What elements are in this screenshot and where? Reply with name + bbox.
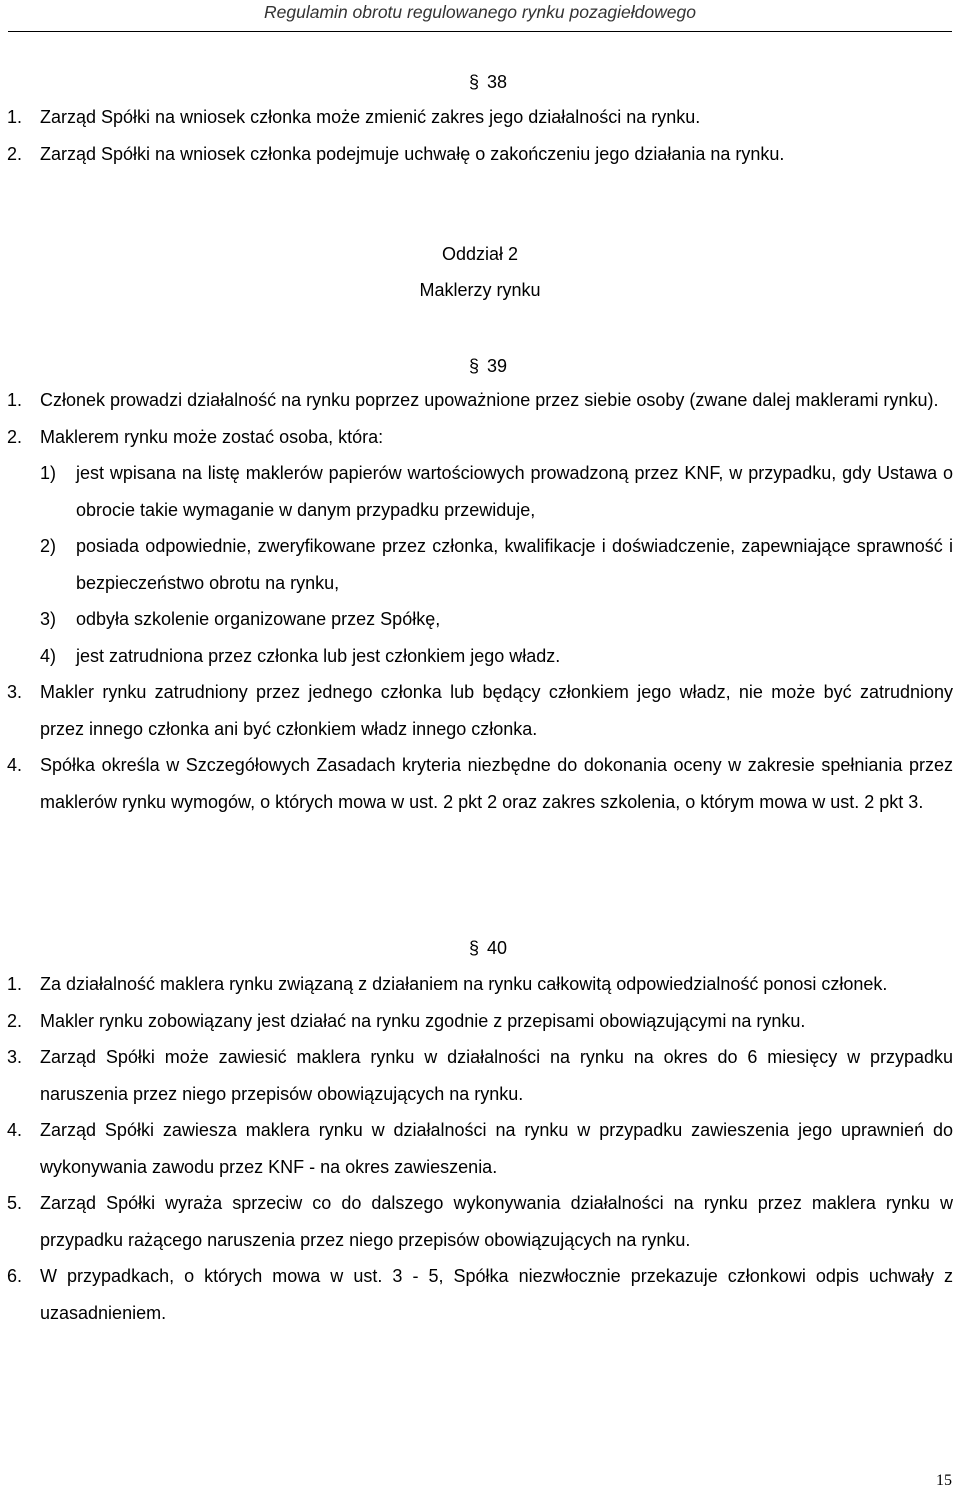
running-header: Regulamin obrotu regulowanego rynku pozagiełdowego bbox=[264, 2, 696, 22]
item-text: W przypadkach, o których mowa w ust. 3 - 5, Spółka niezwłocznie przekazuje członkowi odpis uchwały z uzasadnieniem. bbox=[40, 1266, 953, 1323]
section-number: 40 bbox=[486, 938, 508, 958]
item-text: Za działalność maklera rynku związaną z działaniem na rynku całkowitą odpowiedzialność ponosi członek. bbox=[40, 974, 888, 994]
sub-item bbox=[0, 601, 960, 638]
sub-item-text: odbyła szkolenie organizowane przez Spółkę, bbox=[76, 609, 441, 629]
list-item bbox=[0, 1185, 960, 1258]
item-text: Zarząd Spółki na wniosek członka może zmienić zakres jego działalności na rynku. bbox=[40, 107, 701, 127]
item-number: 1. bbox=[7, 107, 23, 127]
section-heading bbox=[16, 354, 960, 378]
section-38 bbox=[0, 70, 960, 94]
item-text: Spółka określa w Szczegółowych Zasadach kryteria niezbędne do dokonania oceny w zakresie spełniania przez maklerów rynku wymogów, o których mowa w ust. 2 pkt 2 oraz zakres szkolenia, o którym mowa w ust. 2 pkt 3. bbox=[40, 755, 953, 812]
item-number: 2. bbox=[7, 426, 23, 447]
item-number: 4. bbox=[7, 1120, 23, 1140]
section-heading bbox=[16, 70, 960, 94]
section-39-items bbox=[0, 382, 960, 820]
item-number: 1. bbox=[7, 390, 23, 410]
sub-item-number: 4) bbox=[40, 645, 57, 666]
item-number: 3. bbox=[7, 1047, 23, 1067]
sub-item-number: 1) bbox=[40, 463, 57, 483]
sub-item-text: jest wpisana na listę maklerów papierów wartościowych prowadzoną przez KNF, w przypadku, gdy Ustawa o obrocie takie wymaganie w danym przypadku przewiduje, bbox=[76, 463, 953, 520]
item-text: Zarząd Spółki zawiesza maklera rynku w działalności na rynku w przypadku zawieszenia jego uprawnień do wykonywania zawodu przez KNF - na okres zawieszenia. bbox=[40, 1120, 953, 1177]
list-item bbox=[0, 1258, 960, 1331]
sub-item bbox=[0, 455, 960, 528]
item-number: 2. bbox=[7, 143, 23, 164]
division-subtitle: Maklerzy rynku bbox=[419, 280, 541, 300]
list-item bbox=[0, 1039, 960, 1112]
sub-item-number: 3) bbox=[40, 609, 57, 629]
section-39 bbox=[0, 354, 960, 378]
sub-item-text: posiada odpowiednie, zweryfikowane przez członka, kwalifikacje i doświadczenie, zapewniające sprawność i bezpieczeństwo obrotu na rynku, bbox=[76, 536, 953, 593]
list-item bbox=[0, 966, 960, 1003]
section-38-items bbox=[0, 99, 960, 172]
section-40-items bbox=[0, 966, 960, 1331]
list-item bbox=[0, 99, 960, 136]
item-number: 1. bbox=[7, 974, 23, 994]
item-text: Zarząd Spółki wyraża sprzeciw co do dalszego wykonywania działalności na rynku przez maklera rynku w przypadku rażącego naruszenia przez niego przepisów obowiązujących na rynku. bbox=[40, 1193, 953, 1250]
header-rule bbox=[8, 31, 952, 32]
item-text: Maklerem rynku może zostać osoba, która: bbox=[40, 426, 384, 447]
item-text: Zarząd Spółki może zawiesić maklera rynku w działalności na rynku na okres do 6 miesięcy w przypadku naruszenia przez niego przepisów obowiązujących na rynku. bbox=[40, 1047, 953, 1104]
section-heading bbox=[16, 936, 960, 960]
section-sign: § bbox=[468, 356, 479, 376]
sub-item-text: jest zatrudniona przez członka lub jest członkiem jego władz. bbox=[76, 645, 561, 666]
item-text: Zarząd Spółki na wniosek członka podejmuje uchwałę o zakończeniu jego działania na rynku. bbox=[40, 143, 785, 164]
list-item bbox=[0, 1003, 960, 1040]
section-number: 38 bbox=[486, 72, 508, 92]
list-item bbox=[0, 1112, 960, 1185]
item-text: Makler rynku zobowiązany jest działać na rynku zgodnie z przepisami obowiązującymi na rynku. bbox=[40, 1010, 806, 1031]
sub-item-number: 2) bbox=[40, 536, 57, 556]
item-number: 4. bbox=[7, 755, 23, 775]
division-title: Oddział 2 bbox=[441, 244, 519, 264]
list-item bbox=[0, 419, 960, 456]
section-sign: § bbox=[468, 938, 479, 958]
item-text: Członek prowadzi działalność na rynku poprzez upoważnione przez siebie osoby (zwane dalej maklerami rynku). bbox=[40, 390, 939, 410]
item-number: 6. bbox=[7, 1266, 23, 1286]
item-number: 3. bbox=[7, 682, 23, 702]
item-number: 2. bbox=[7, 1010, 23, 1031]
section-40 bbox=[0, 936, 960, 960]
sub-item bbox=[0, 528, 960, 601]
list-item bbox=[0, 674, 960, 747]
page-number: 15 bbox=[936, 1472, 952, 1489]
list-item bbox=[0, 136, 960, 173]
item-text: Makler rynku zatrudniony przez jednego członka lub będący członkiem jego władz, nie może być zatrudniony przez innego członka ani być członkiem władz innego członka. bbox=[40, 682, 953, 739]
section-sign: § bbox=[468, 72, 479, 92]
list-item bbox=[0, 382, 960, 419]
section-number: 39 bbox=[486, 356, 508, 376]
division-heading bbox=[0, 236, 960, 308]
item-number: 5. bbox=[7, 1193, 23, 1213]
list-item bbox=[0, 747, 960, 820]
sub-item bbox=[0, 638, 960, 675]
